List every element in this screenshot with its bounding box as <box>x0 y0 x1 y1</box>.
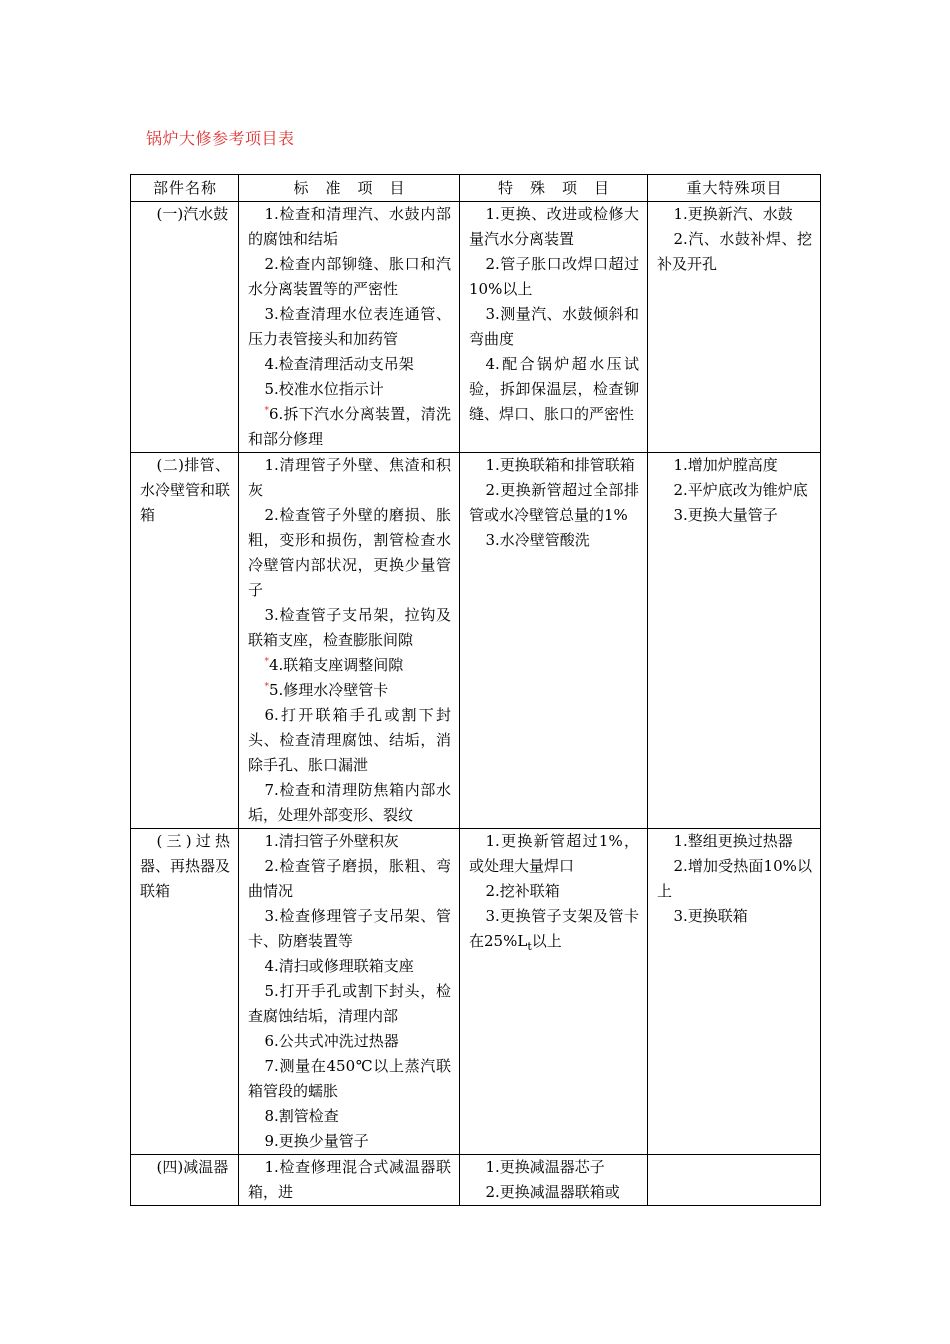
subscript-base: L <box>517 932 528 950</box>
standard-item-marked <box>248 402 451 452</box>
header-major-special-items: 重大特殊项目 <box>648 175 821 202</box>
major-item: 2.增加受热面10%以上 <box>657 857 812 900</box>
special-item: 1.更换减温器芯子 <box>485 1158 605 1176</box>
special-item-text: 3.更换管子支架及管卡在25% <box>469 907 639 950</box>
standard-item: 4.清扫或修理联箱支座 <box>264 957 414 975</box>
special-item: 2.挖补联箱 <box>485 882 560 900</box>
standard-item: 7.测量在450℃以上蒸汽联箱管段的蠕胀 <box>248 1057 451 1100</box>
asterisk-mark: * <box>264 657 269 667</box>
standard-item: 3.检查清理水位表连通管、压力表管接头和加药管 <box>248 305 451 348</box>
major-items-cell <box>648 453 821 829</box>
part-name: (二)排管、水冷壁管和联箱 <box>140 456 231 524</box>
standard-item: 1.清扫管子外壁积灰 <box>264 832 399 850</box>
standard-items-cell <box>239 1155 460 1206</box>
standard-item: 1.检查修理混合式减温器联箱，进 <box>248 1158 451 1201</box>
standard-item-text: 4.联箱支座调整间隙 <box>269 656 404 674</box>
special-item: 2.更换新管超过全部排管或水冷壁管总量的1% <box>469 481 639 524</box>
special-item-suffix: 以上 <box>531 932 562 950</box>
special-item: 3.测量汽、水鼓倾斜和弯曲度 <box>469 305 639 348</box>
major-item: 3.更换联箱 <box>673 907 748 925</box>
standard-item-text: 6.拆下汽水分离装置，清洗和部分修理 <box>248 405 451 448</box>
table-row-superheater <box>131 829 821 1155</box>
part-name-cell <box>131 202 239 453</box>
standard-item: 3.检查修理管子支吊架、管卡、防磨装置等 <box>248 907 451 950</box>
major-item: 2.汽、水鼓补焊、挖补及开孔 <box>657 230 812 273</box>
major-item: 1.更换新汽、水鼓 <box>673 205 793 223</box>
part-name: (四)减温器 <box>156 1158 229 1176</box>
standard-items-cell <box>239 453 460 829</box>
standard-item-marked <box>248 653 451 678</box>
subscript-t: t <box>527 940 532 953</box>
standard-item: 8.割管检查 <box>264 1107 339 1125</box>
standard-item: 6.公共式冲洗过热器 <box>264 1032 399 1050</box>
standard-item: 4.检查清理活动支吊架 <box>264 355 414 373</box>
asterisk-mark: * <box>264 406 269 416</box>
part-name-cell <box>131 829 239 1155</box>
special-item: 1.更换、改进或检修大量汽水分离装置 <box>469 205 639 248</box>
standard-item-marked <box>248 678 451 703</box>
standard-item: 2.检查管子外壁的磨损、胀粗，变形和损伤，割管检查水冷壁管内部状况，更换少量管子 <box>248 506 451 599</box>
special-item: 2.更换减温器联箱或 <box>485 1183 620 1201</box>
standard-item: 5.打开手孔或割下封头，检查腐蚀结垢，清理内部 <box>248 982 451 1025</box>
major-item: 1.整组更换过热器 <box>673 832 793 850</box>
standard-item-text: 5.修理水冷壁管卡 <box>269 681 389 699</box>
major-items-cell <box>648 829 821 1155</box>
part-name: (三)过热器、再热器及联箱 <box>140 832 231 900</box>
part-name: (一)汽水鼓 <box>156 205 229 223</box>
special-items-cell <box>460 1155 648 1206</box>
table-row-water-wall <box>131 453 821 829</box>
special-item: 2.管子胀口改焊口超过10%以上 <box>469 255 639 298</box>
major-item: 1.增加炉膛高度 <box>673 456 778 474</box>
special-item: 1.更换新管超过1%，或处理大量焊口 <box>469 832 639 875</box>
asterisk-mark: * <box>264 682 269 692</box>
special-items-cell <box>460 202 648 453</box>
table-row-steam-drum <box>131 202 821 453</box>
document-title: 锅炉大修参考项目表 <box>146 129 295 148</box>
standard-item: 5.校准水位指示计 <box>264 380 384 398</box>
standard-item: 3.检查管子支吊架，拉钩及联箱支座，检查膨胀间隙 <box>248 606 451 649</box>
special-items-cell <box>460 453 648 829</box>
table-row-desuperheater <box>131 1155 821 1206</box>
special-item-with-subscript <box>469 904 639 954</box>
part-name-cell <box>131 453 239 829</box>
header-part-name: 部件名称 <box>131 175 239 202</box>
standard-items-cell <box>239 202 460 453</box>
major-items-cell <box>648 202 821 453</box>
major-item: 2.平炉底改为锥炉底 <box>673 481 808 499</box>
special-items-cell <box>460 829 648 1155</box>
overhaul-items-table <box>130 174 821 1206</box>
major-item: 3.更换大量管子 <box>673 506 778 524</box>
standard-item: 9.更换少量管子 <box>264 1132 369 1150</box>
standard-item: 1.清理管子外壁、焦渣和积灰 <box>248 456 451 499</box>
standard-item: 6.打开联箱手孔或割下封头、检查清理腐蚀、结垢，消除手孔、胀口漏泄 <box>248 706 451 774</box>
standard-item: 7.检查和清理防焦箱内部水垢，处理外部变形、裂纹 <box>248 781 451 824</box>
standard-item: 2.检查管子磨损，胀粗、弯曲情况 <box>248 857 451 900</box>
special-item: 3.水冷壁管酸洗 <box>485 531 590 549</box>
table-header-row <box>131 175 821 202</box>
part-name-cell <box>131 1155 239 1206</box>
special-item: 1.更换联箱和排管联箱 <box>485 456 635 474</box>
header-standard-items: 标 准 项 目 <box>239 175 460 202</box>
major-items-cell <box>648 1155 821 1206</box>
standard-item: 2.检查内部铆缝、胀口和汽水分离装置等的严密性 <box>248 255 451 298</box>
standard-items-cell <box>239 829 460 1155</box>
standard-item: 1.检查和清理汽、水鼓内部的腐蚀和结垢 <box>248 205 451 248</box>
special-item: 4.配合锅炉超水压试验，拆卸保温层，检查铆缝、焊口、胀口的严密性 <box>469 355 639 423</box>
header-special-items: 特 殊 项 目 <box>460 175 648 202</box>
